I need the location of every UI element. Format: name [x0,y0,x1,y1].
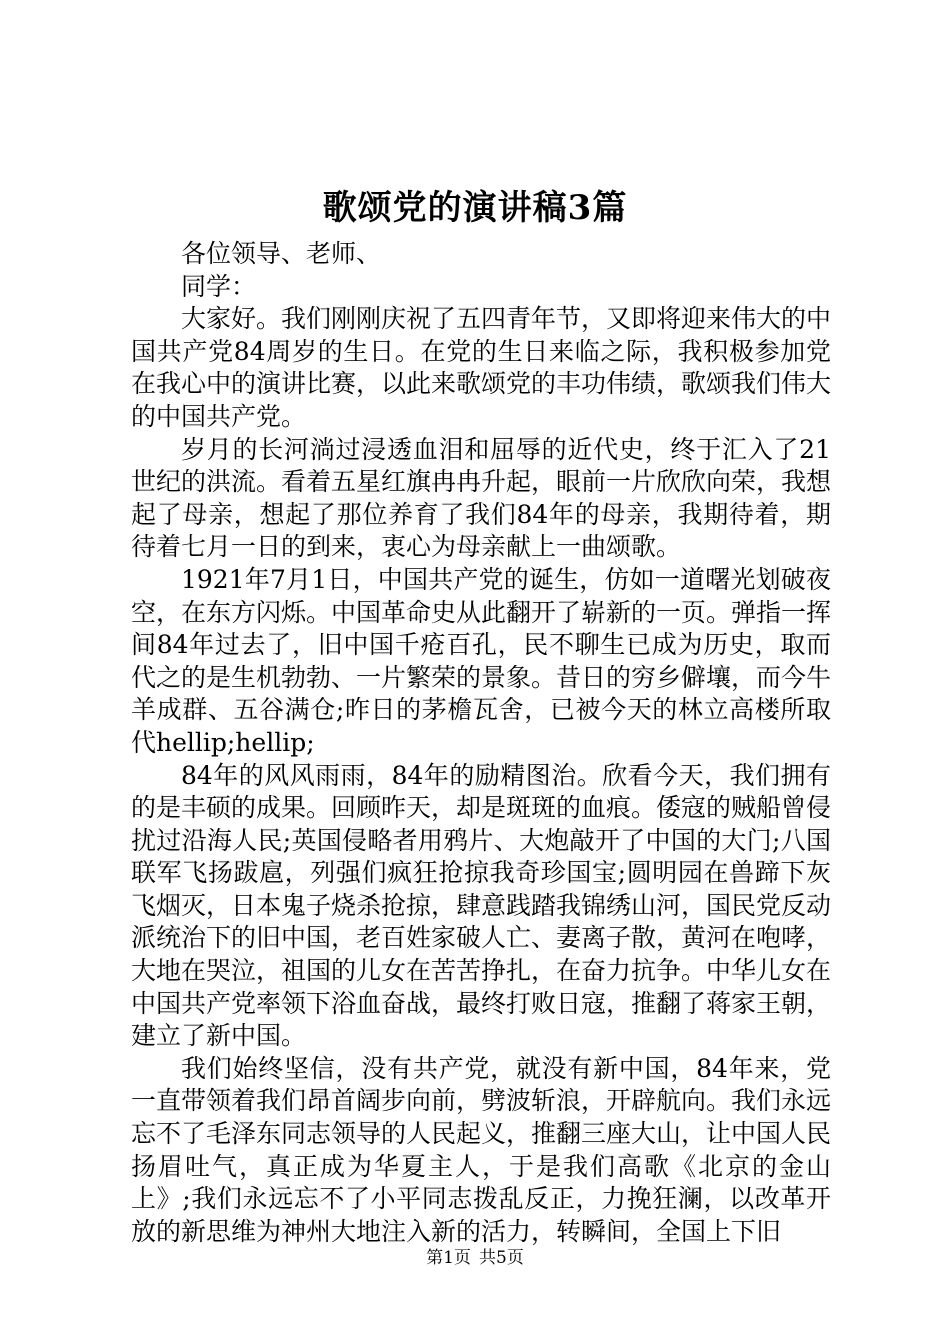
page-footer [0,1247,950,1269]
body-paragraph-4: 84年的风风雨雨，84年的励精图治。欣看今天，我们拥有的是丰硕的成果。回顾昨天，却是斑斑的血痕。倭寇的贼船曾侵扰过沿海人民;英国侵略者用鸦片、大炮敲开了中国的大门;八国联军飞扬跋扈，列强们疯狂抢掠我奇珍国宝;圆明园在兽蹄下灰飞烟灭，日本鬼子烧杀抢掠，肆意践踏我锦绣山河，国民党反动派统治下的旧中国，老百姓家破人亡、妻离子散，黄河在咆哮，大地在哭泣，祖国的儿女在苦苦挣扎，在奋力抗争。中华儿女在中国共产党率领下浴血奋战，最终打败日寇，推翻了蒋家王朝，建立了新中国。 [131,760,832,1051]
page-number: 第1页 [426,1248,471,1268]
document-title: 歌颂党的演讲稿3篇 [322,188,628,228]
document-body [131,238,831,1248]
body-paragraph-1: 大家好。我们刚刚庆祝了五四青年节，又即将迎来伟大的中国共产党84周岁的生日。在党的生日来临之际，我积极参加党在我心中的演讲比赛，以此来歌颂党的丰功伟绩，歌颂我们伟大的中国共产党。 [131,304,832,431]
body-paragraph-3: 1921年7月1日，中国共产党的诞生，仿如一道曙光划破夜空，在东方闪烁。中国革命史从此翻开了崭新的一页。弹指一挥间84年过去了，旧中国千疮百孔，民不聊生已成为历史，取而代之的是生机勃勃、一片繁荣的景象。昔日的穷乡僻壤，而今牛羊成群、五谷满仓;昨日的茅檐瓦舍，已被今天的林立高楼所取代hellip;hellip; [131,564,832,757]
salutation-line-2: 同学： [181,271,257,301]
body-paragraph-5: 我们始终坚信，没有共产党，就没有新中国，84年来，党一直带领着我们昂首阔步向前，劈波斩浪，开辟航向。我们永远忘不了毛泽东同志领导的人民起义，推翻三座大山，让中国人民扬眉吐气，真正成为华夏主人，于是我们高歌《北京的金山上》;我们永远忘不了小平同志拨乱反正，力挽狂澜，以改革开放的新思维为神州大地注入新的活力，转瞬间，全国上下旧 [131,1053,832,1246]
salutation-line-1: 各位领导、老师、 [181,239,382,268]
body-paragraph-2: 岁月的长河淌过浸透血泪和屈辱的近代史，终于汇入了21世纪的洪流。看着五星红旗冉冉升起，眼前一片欣欣向荣，我想起了母亲，想起了那位养育了我们84年的母亲，我期待着，期待着七月一日的到来，衷心为母亲献上一曲颂歌。 [131,434,832,562]
page-total: 共5页 [479,1248,524,1268]
